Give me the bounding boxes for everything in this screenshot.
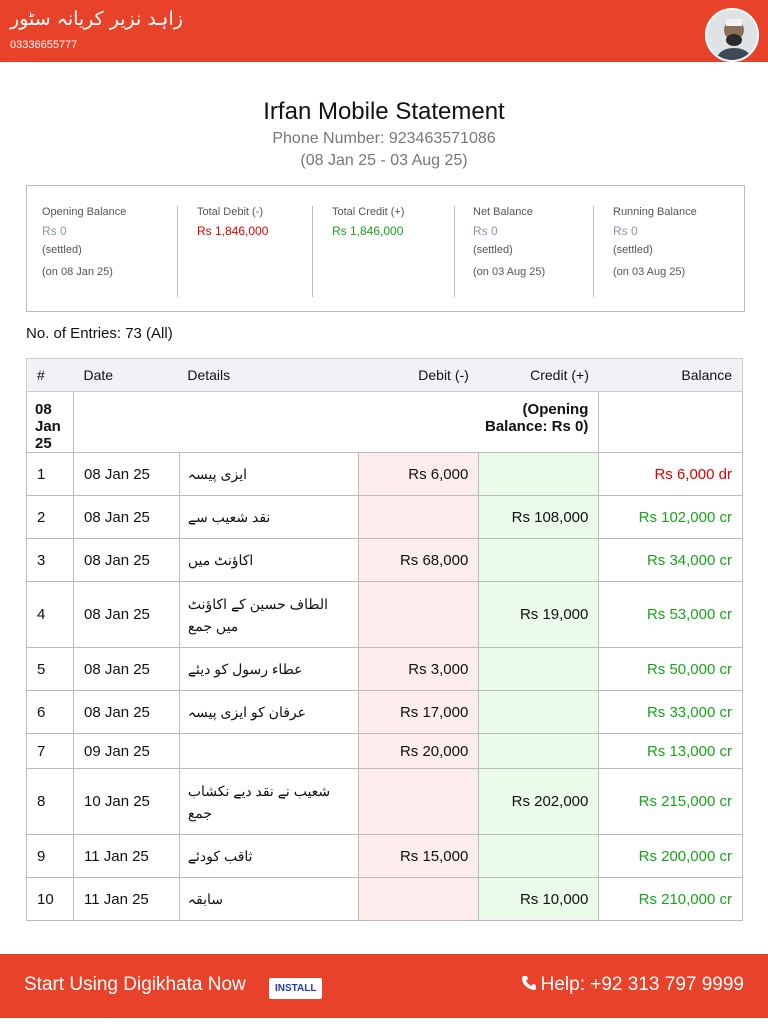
row-balance: Rs 200,000 cr (599, 835, 743, 878)
col-header-credit: Credit (+) (479, 359, 599, 392)
row-date: 08 Jan 25 (74, 496, 180, 539)
summary-divider (593, 206, 594, 297)
shop-name: زاہد نزیر کریانہ سٹور (10, 8, 183, 30)
running-balance-status: (settled) (613, 244, 653, 256)
header-bar (0, 0, 768, 62)
row-details-text: الطاف حسین کے اکاؤنٹ میں جمع (187, 595, 329, 634)
total-credit-value: Rs 1,846,000 (332, 224, 404, 238)
row-date: 08 Jan 25 (74, 691, 180, 734)
row-number: 2 (27, 496, 74, 539)
row-credit: Rs 108,000 (479, 496, 599, 539)
statement-title: Irfan Mobile Statement (263, 98, 505, 125)
row-date: 08 Jan 25 (74, 539, 180, 582)
row-debit (359, 878, 479, 921)
row-debit (359, 582, 479, 648)
table-row (27, 648, 743, 691)
avatar-image (707, 10, 759, 62)
row-balance: Rs 215,000 cr (599, 769, 743, 835)
row-details (179, 769, 359, 835)
net-balance-status: (settled) (473, 244, 513, 256)
row-debit: Rs 15,000 (359, 835, 479, 878)
row-balance: Rs 33,000 cr (599, 691, 743, 734)
row-details (179, 453, 359, 496)
help-link[interactable] (521, 974, 744, 996)
row-credit (479, 539, 599, 582)
row-details (179, 496, 359, 539)
opening-date-text: 08 Jan 25 (35, 401, 61, 452)
row-credit (479, 734, 599, 769)
row-debit: Rs 6,000 (359, 453, 479, 496)
table-row (27, 453, 743, 496)
net-balance-date: (on 03 Aug 25) (473, 266, 546, 278)
table-row (27, 769, 743, 835)
row-credit: Rs 19,000 (479, 582, 599, 648)
opening-balance-value: Rs 0 (42, 224, 67, 238)
col-header-details: Details (179, 359, 359, 392)
row-balance: Rs 210,000 cr (599, 878, 743, 921)
total-debit-card (197, 206, 307, 298)
row-balance: Rs 53,000 cr (599, 582, 743, 648)
col-header-balance: Balance (599, 359, 743, 392)
table-row (27, 835, 743, 878)
opening-balance-status: (settled) (42, 244, 82, 256)
running-balance-label: Running Balance (613, 206, 697, 218)
row-details-text: ایزی پیسہ (187, 466, 247, 482)
table-row (27, 582, 743, 648)
shop-phone: 03336655777 (10, 39, 78, 51)
statement-period: (08 Jan 25 - 03 Aug 25) (300, 152, 468, 169)
row-number: 7 (27, 734, 74, 769)
summary-divider (177, 206, 178, 297)
row-credit (479, 453, 599, 496)
row-debit: Rs 3,000 (359, 648, 479, 691)
running-balance-card (613, 206, 738, 298)
net-balance-card (473, 206, 588, 298)
row-number: 8 (27, 769, 74, 835)
row-number: 3 (27, 539, 74, 582)
row-details (179, 734, 359, 769)
table-row (27, 496, 743, 539)
row-credit (479, 691, 599, 734)
entries-count: No. of Entries: 73 (All) (26, 325, 173, 342)
row-date: 11 Jan 25 (74, 835, 180, 878)
summary-divider (312, 206, 313, 297)
running-balance-value: Rs 0 (613, 224, 638, 238)
row-credit: Rs 10,000 (479, 878, 599, 921)
row-date: 09 Jan 25 (74, 734, 180, 769)
row-number: 5 (27, 648, 74, 691)
install-button[interactable]: INSTALL (269, 978, 322, 999)
row-details-text: عطاء رسول کو دیئے (187, 661, 303, 677)
row-debit: Rs 68,000 (359, 539, 479, 582)
total-credit-label: Total Credit (+) (332, 206, 405, 218)
opening-row-balance (74, 392, 599, 453)
row-details-text: عرفان کو ایزی پیسہ (187, 704, 306, 720)
row-debit (359, 496, 479, 539)
opening-balance-row (27, 392, 743, 453)
summary-divider (454, 206, 455, 297)
row-details (179, 835, 359, 878)
table-row (27, 734, 743, 769)
row-credit (479, 648, 599, 691)
avatar (705, 8, 759, 62)
row-details-text: اکاؤنٹ میں (187, 552, 254, 568)
table-row (27, 691, 743, 734)
row-credit: Rs 202,000 (479, 769, 599, 835)
help-text: Help: +92 313 797 9999 (540, 974, 744, 995)
table-header-row (27, 359, 743, 392)
row-balance: Rs 50,000 cr (599, 648, 743, 691)
row-credit (479, 835, 599, 878)
row-balance: Rs 102,000 cr (599, 496, 743, 539)
row-date: 08 Jan 25 (74, 582, 180, 648)
row-details-text: شعیب نے نقد دیے نکشاب جمع (187, 782, 331, 821)
row-date: 08 Jan 25 (74, 453, 180, 496)
row-number: 10 (27, 878, 74, 921)
row-date: 08 Jan 25 (74, 648, 180, 691)
net-balance-label: Net Balance (473, 206, 533, 218)
opening-balance-date: (on 08 Jan 25) (42, 266, 113, 278)
table-row (27, 878, 743, 921)
footer-cta[interactable]: Start Using Digikhata Now (24, 974, 246, 995)
row-date: 10 Jan 25 (74, 769, 180, 835)
row-number: 9 (27, 835, 74, 878)
col-header-debit: Debit (-) (359, 359, 479, 392)
row-details (179, 648, 359, 691)
row-date: 11 Jan 25 (74, 878, 180, 921)
summary-box (26, 185, 745, 312)
ledger-table (26, 358, 743, 921)
statement-phone: Phone Number: 923463571086 (272, 130, 496, 147)
row-debit (359, 769, 479, 835)
opening-balance-text: (Opening Balance: Rs 0) (484, 401, 589, 435)
total-debit-label: Total Debit (-) (197, 206, 264, 218)
col-header-date: Date (74, 359, 180, 392)
col-header-num: # (27, 359, 74, 392)
row-balance: Rs 6,000 dr (599, 453, 743, 496)
row-debit: Rs 17,000 (359, 691, 479, 734)
row-number: 4 (27, 582, 74, 648)
opening-row-empty (599, 392, 743, 453)
row-details (179, 582, 359, 648)
row-details-text: ثاقب کودئے (187, 848, 253, 864)
row-debit: Rs 20,000 (359, 734, 479, 769)
running-balance-date: (on 03 Aug 25) (613, 266, 686, 278)
row-details-text: نقد شعیب سے (187, 509, 271, 525)
footer-bar (0, 954, 768, 1018)
opening-balance-card (42, 206, 172, 298)
total-credit-card (332, 206, 452, 298)
phone-icon (521, 975, 537, 991)
row-details-text: سابقہ (187, 891, 224, 907)
row-number: 6 (27, 691, 74, 734)
row-balance: Rs 13,000 cr (599, 734, 743, 769)
table-row (27, 539, 743, 582)
opening-row-date (27, 392, 74, 453)
row-details (179, 691, 359, 734)
row-balance: Rs 34,000 cr (599, 539, 743, 582)
net-balance-value: Rs 0 (473, 224, 498, 238)
row-details (179, 539, 359, 582)
total-debit-value: Rs 1,846,000 (197, 224, 269, 238)
opening-balance-label: Opening Balance (42, 206, 127, 218)
row-number: 1 (27, 453, 74, 496)
row-details (179, 878, 359, 921)
